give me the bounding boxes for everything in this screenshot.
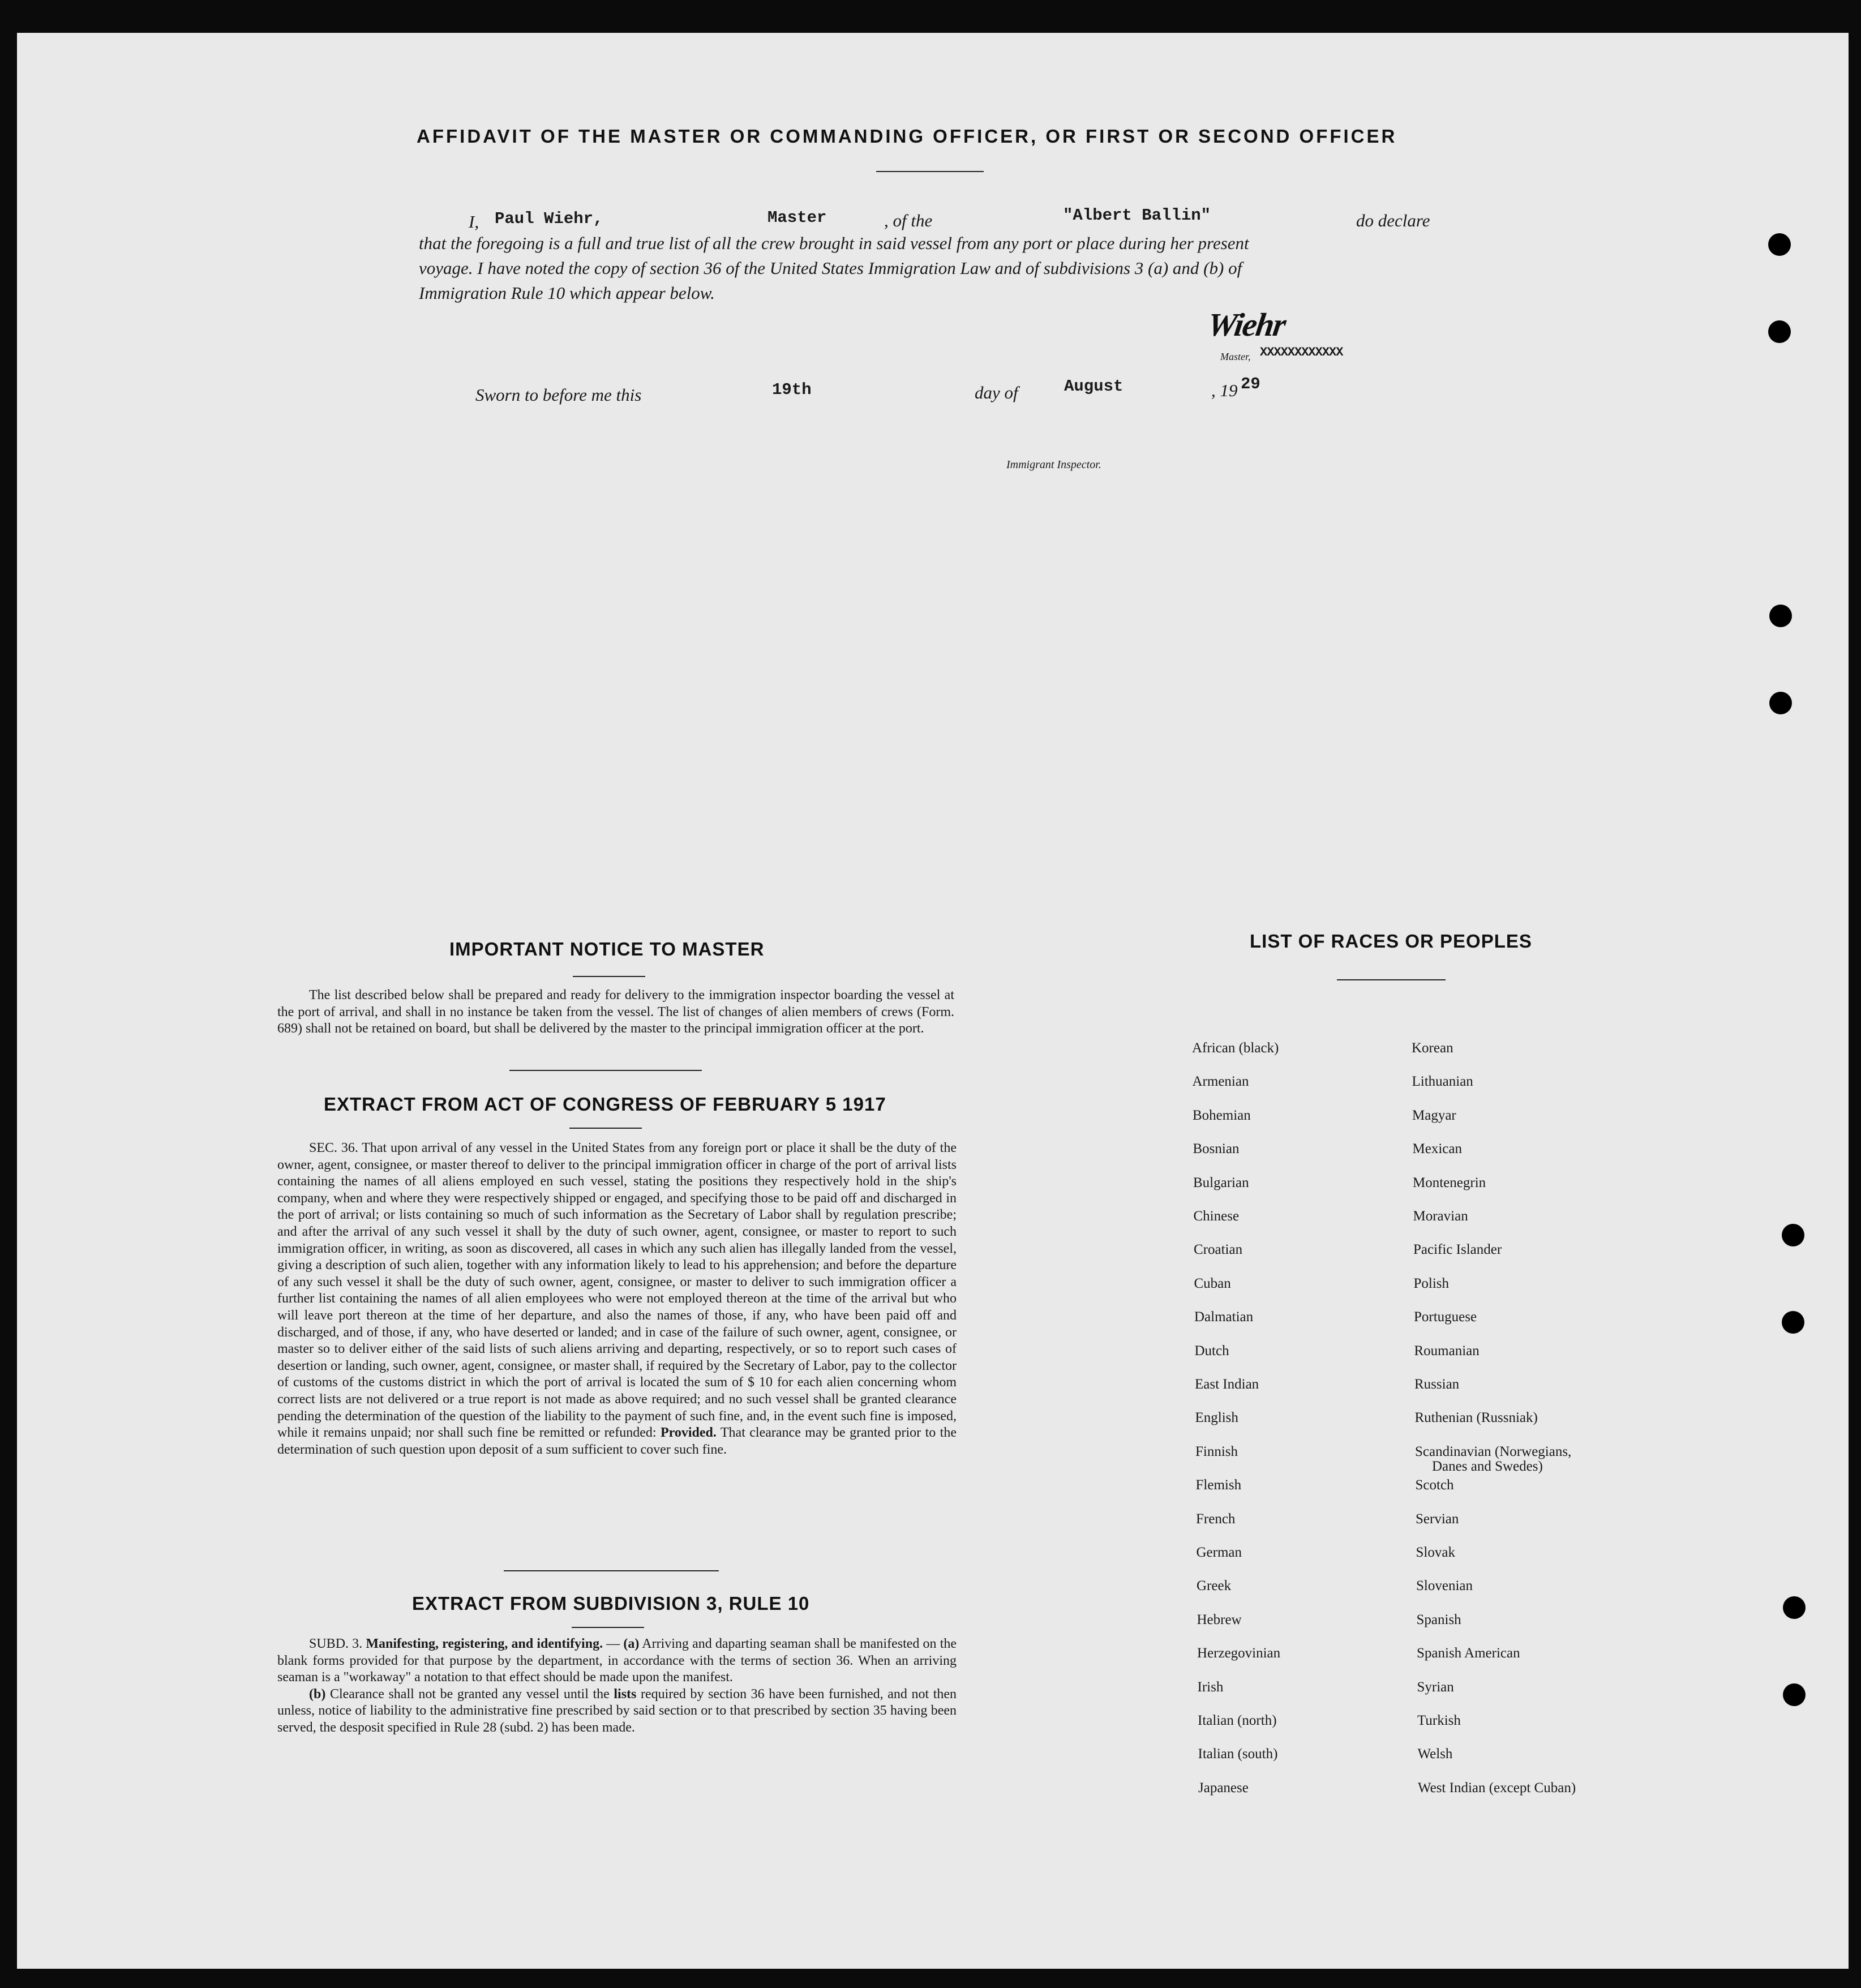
affidavit-line-3: voyage. I have noted the copy of section 36 of the United States Immigration Law and of subdivisions 3 (a) and (b) of [419, 258, 1242, 278]
subd-b-label: (b) [309, 1686, 326, 1702]
col1-item: Hebrew [1197, 1612, 1242, 1627]
rule10-title: EXTRACT FROM SUBDIVISION 3, RULE 10 [412, 1593, 810, 1614]
subd-b-lists: lists [614, 1686, 637, 1702]
punch-hole [1768, 320, 1791, 343]
col1-item: Croatian [1194, 1242, 1243, 1258]
col1-item: African (black) [1192, 1040, 1279, 1056]
notice-divider [573, 976, 645, 977]
col2-item: West Indian (except Cuban) [1418, 1780, 1576, 1796]
col2-item: Russian [1414, 1377, 1460, 1392]
col1-item: Bulgarian [1193, 1175, 1249, 1190]
col2-item: Mexican [1412, 1141, 1462, 1157]
col2-item: Pacific Islander [1413, 1242, 1502, 1258]
col1-item: Italian (south) [1198, 1746, 1278, 1762]
subd-prefix: SUBD. 3. [309, 1636, 363, 1651]
sworn-year: 29 [1241, 375, 1260, 393]
act-provided: Provided. [660, 1425, 717, 1441]
rule10-divider [572, 1627, 644, 1628]
title-divider [876, 171, 984, 172]
col2-item: Slovenian [1416, 1578, 1473, 1594]
subd-a-text: Arriving and daparting seaman shall be manifested on the blank forms provided for that purpose by the department, in accordance with the terms of section 36. When an arriving seaman is a "workaway" a notation to that effect should be made upon the manifest. [277, 1636, 957, 1685]
col1-item: Dalmatian [1194, 1309, 1254, 1325]
signature-struck-title: XXXXXXXXXXXX [1260, 345, 1343, 359]
col1-item: Armenian [1192, 1074, 1249, 1090]
col2-item: Lithuanian [1412, 1074, 1473, 1090]
col2-item: Magyar [1412, 1107, 1456, 1123]
col1-item: Chinese [1193, 1209, 1240, 1224]
affidavit-line-4: Immigration Rule 10 which appear below. [419, 283, 715, 303]
col2-item: Korean [1412, 1040, 1453, 1056]
col2-item: Slovak [1416, 1545, 1455, 1560]
col1-item: Bosnian [1193, 1141, 1240, 1157]
races-divider [1337, 979, 1446, 980]
master-name: Paul Wiehr, [495, 209, 603, 228]
master-signature: Wiehr [1205, 306, 1288, 343]
punch-hole [1769, 692, 1792, 714]
col1-item: Flemish [1195, 1477, 1242, 1493]
subd-b-text-1: Clearance shall not be granted any vessel until the [329, 1686, 610, 1702]
document-page [17, 33, 1849, 1969]
day-of-label: day of [975, 383, 1018, 402]
col2-item: Scandinavian (Norwegians, [1415, 1443, 1572, 1459]
races-title: LIST OF RACES OR PEOPLES [1250, 931, 1532, 952]
sworn-label: Sworn to before me this [475, 385, 642, 405]
act-body [277, 1140, 957, 1458]
affidavit-title: AFFIDAVIT OF THE MASTER OR COMMANDING OFFICER, OR FIRST OR SECOND OFFICER [417, 126, 1397, 147]
col2-item: Scotch [1415, 1477, 1454, 1493]
master-rank: Master [767, 208, 827, 227]
notice-title: IMPORTANT NOTICE TO MASTER [449, 939, 765, 959]
act-title: EXTRACT FROM ACT OF CONGRESS OF FEBRUARY 5 1917 [324, 1094, 886, 1115]
col1-item: Italian (north) [1198, 1713, 1277, 1728]
i-prefix: I, [469, 212, 479, 232]
col1-item: Irish [1197, 1679, 1224, 1695]
notice-bottom-divider [509, 1070, 702, 1071]
col1-item: Greek [1197, 1578, 1232, 1594]
col1-item: English [1195, 1410, 1238, 1426]
col2-item: Spanish American [1417, 1646, 1520, 1661]
subd-a-label: (a) [623, 1636, 640, 1651]
subd-heading: Manifesting, registering, and identifying. [366, 1636, 603, 1651]
inspector-label: Immigrant Inspector. [1006, 459, 1101, 471]
col2-item: Syrian [1417, 1679, 1454, 1695]
punch-hole [1769, 605, 1792, 627]
col2-item: Montenegrin [1413, 1175, 1486, 1190]
col1-item: German [1196, 1545, 1242, 1560]
vessel-name: "Albert Ballin" [1063, 206, 1211, 225]
act-text-end: That clearance may be granted prior to the determination of such question upon deposit of a sum sufficient to cover such fine. [277, 1425, 957, 1457]
col1-item: French [1196, 1511, 1236, 1527]
act-bottom-divider [504, 1570, 719, 1571]
affidavit-line-2: that the foregoing is a full and true list of all the crew brought in said vessel from any port or place during her present [419, 233, 1249, 253]
col2-item: Moravian [1413, 1209, 1468, 1224]
col2-item: Ruthenian (Russniak) [1414, 1410, 1538, 1426]
punch-hole [1782, 1224, 1804, 1246]
col2-item: Welsh [1417, 1746, 1453, 1762]
signature-label: Master, [1220, 351, 1251, 362]
act-text: SEC. 36. That upon arrival of any vessel in the United States from any foreign port or place it shall be the duty of the owner, agent, consignee, or master thereof to deliver to the principal immigration officer in charge of the port of arrival lists containing the names of all aliens employed en such vessel, stating the positions they respectively hold in the ship's company, when and where they were respectively shipped or engaged, and specifying those to be paid off and discharged in the port of arrival; or lists containing so much of such information as the Secretary of Labor shall by regulation prescribe; and after the arrival of any such vessel it shall by the duty of such owner, agent, consignee, or master to report to such immigration officer, in writing, as soon as discovered, all cases in which any such alien has illegally landed from the vessel, giving a description of such alien, together with any information likely to lead to his apprehension; and before the departure of any such vessel it shall be the duty of such owner, agent, consignee, or master to deliver to such immigration officer a further list containing the names of all alien employees who were not employed thereon at the time of the arrival but who will leave port thereon at the time of her departure, and also the names of those, if any, who have been paid off and discharged, and of those, if any, who have deserted or landed; and in case of the failure of such owner, agent, consignee, or master so to deliver either of the said lists of such aliens arriving and departing, respectively, or so to report such cases of desertion or landing, such owner, agent, consignee, or master shall, if required by the Secretary of Labor, pay to the collector of customs of the customs district in which the port of arrival is located the sum of $ 10 for each alien concerning whom correct lists are not delivered or a true report is not made as above required; and no such vessel shall be granted clearance pending the determination of the question of the liability to the payment of such fine, and, in the event such fine is imposed, while it remains unpaid; nor shall such fine be remitted or refunded: [277, 1141, 957, 1441]
year-prefix: , 19 [1211, 380, 1238, 400]
of-the-label: , of the [884, 211, 933, 230]
sworn-day: 19th [772, 380, 812, 399]
col2-item: Servian [1416, 1511, 1459, 1527]
punch-hole [1783, 1596, 1806, 1619]
col1-item: Japanese [1198, 1780, 1249, 1796]
do-declare-label: do declare [1356, 211, 1430, 230]
subd-b-text-2: required by section 36 have been furnished, and not then unless, notice of liability to the administrative fine prescribed by said section or to that prescribed by section 35 having been served, the desposit specified in Rule 28 (subd. 2) has been made. [277, 1686, 957, 1735]
col1-item: Cuban [1194, 1275, 1231, 1291]
sworn-month: August [1064, 377, 1124, 396]
notice-body [277, 987, 954, 1038]
notice-text: The list described below shall be prepared and ready for delivery to the immigration inspector boarding the vessel at the port of arrival, and shall in no instance be taken from the vessel. The list of changes of alien members of crews (Form. 689) shall not be retained on board, but shall be delivered by the master to the principal immigration officer at the port. [277, 988, 954, 1036]
subd-dash: — [606, 1636, 620, 1651]
col1-item: Herzegovinian [1197, 1646, 1281, 1661]
punch-hole [1768, 233, 1791, 256]
col2-item: Polish [1413, 1275, 1450, 1291]
col1-item: Finnish [1195, 1443, 1238, 1459]
punch-hole [1783, 1683, 1806, 1706]
col2-item: Roumanian [1414, 1343, 1480, 1359]
col1-item: Bohemian [1193, 1107, 1251, 1123]
col1-item: East Indian [1195, 1377, 1259, 1392]
col2-item: Turkish [1417, 1713, 1461, 1728]
col2-item: Spanish [1416, 1612, 1461, 1627]
act-divider [569, 1128, 642, 1129]
punch-hole [1782, 1311, 1804, 1334]
rule10-body [277, 1636, 957, 1737]
col2-item-continuation: Danes and Swedes) [1432, 1458, 1543, 1474]
col2-item: Portuguese [1414, 1309, 1477, 1325]
col1-item: Dutch [1194, 1343, 1229, 1359]
